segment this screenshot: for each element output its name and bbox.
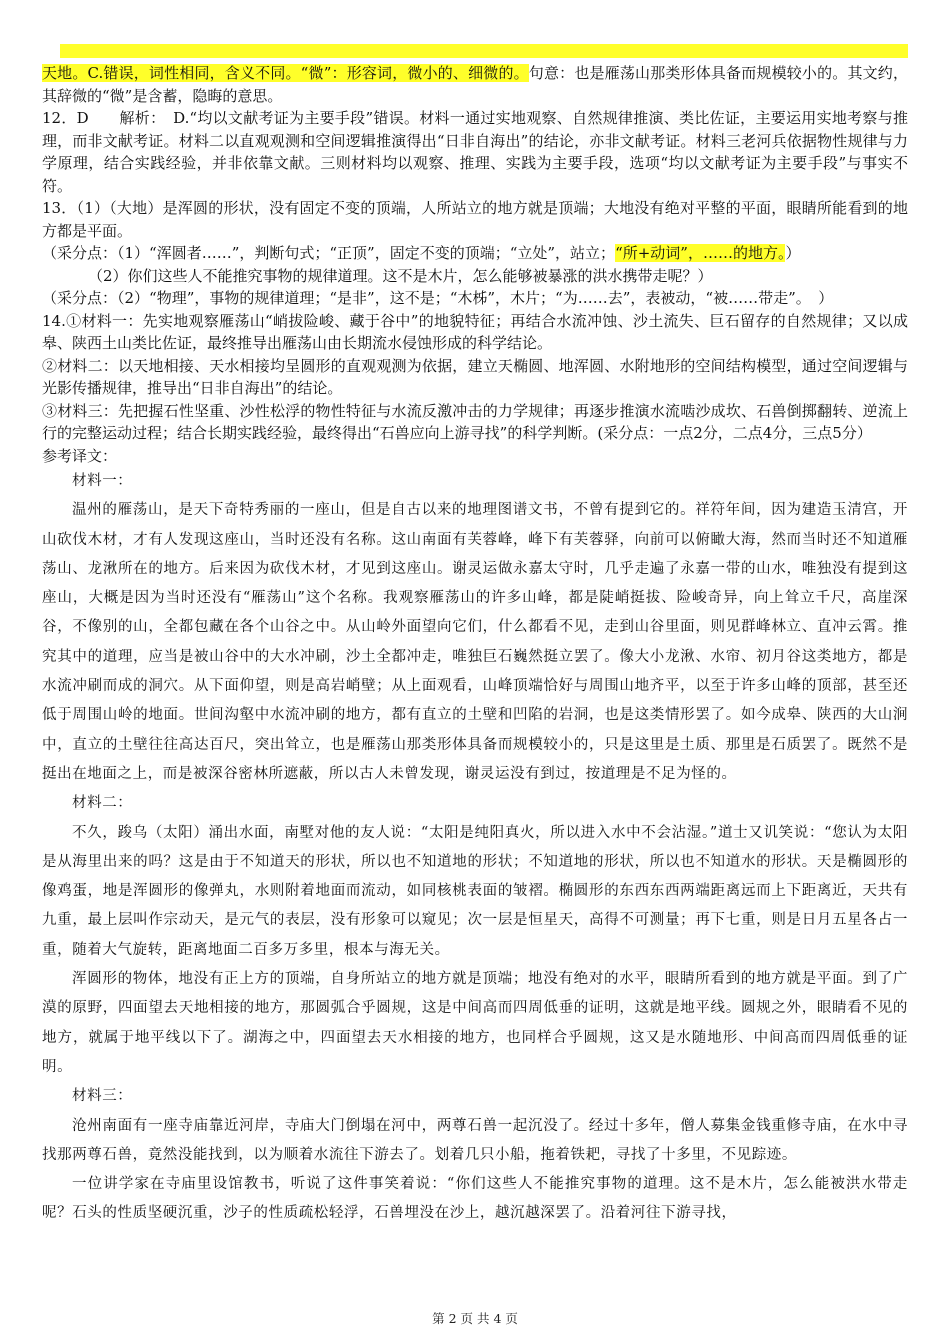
material-2-text-1: 不久，踆乌（太阳）涌出水面，南墅对他的友人说：“太阳是纯阳真火，所以进入水中不会沾湿。”道士又讥笑说：“您认为太阳是从海里出来的吗？这是由于不知道天的形状，所以也不知道地的形状；不知道地的形状，所以也不知道水的形状。天是椭圆形的像鸡蛋，地是浑圆形的像弹丸，水则附着地面而流动，如同核桃表面的皱褶。椭圆形的东西东西两端距离远而上下距离近，天共有九重，最上层叫作宗动天，是元气的表层，没有形象可以窥见；次一层是恒星天，高得不可测量；再下七重，则是日月五星各占一重，随着大气旋转，距离地面二百多万多里，根本与海无关。 [42,824,908,958]
material-2-title: 材料二： [72,795,133,812]
highlighted-text: “所+动词”，……的地方。 [615,244,786,262]
score-points-13-1: （采分点：（1）“浑圆者……”，判断句式；“正顶”，固定不变的顶端；“立处”，站立；“所+动词”，……的地方。） [42,244,801,262]
page-number: 第 2 页 共 4 页 [432,1311,518,1326]
answer-12: 12．D 解析： D.“均以文献考证为主要手段”错误。材料一通过实地观察、自然规律推演、类比佐证，主要运用实地考察与推理，而非文献考证。材料二以直观观测和空间逻辑推演得出“日非自海出”的结论，亦非文献考证。材料三老河兵依据物性规律与力学原理，结合实践经验，并非依靠文献。三则材料均以观察、推理、实践为主要手段，选项“均以文献考证为主要手段”与事实不符。 [42,109,908,195]
highlight-bar [60,44,908,58]
answer-14-point1: 14.①材料一：先实地观察雁荡山“峭拔险峻、藏于谷中”的地貌特征；再结合水流冲蚀、沙土流失、巨石留存的自然规律；又以成皋、陕西土山类比佐证，最终推导出雁荡山由长期流水侵蚀形成的科学结论。 [42,311,908,352]
material-1-text: 温州的雁荡山，是天下奇特秀丽的一座山，但是自古以来的地理图谱文书，不曾有提到它的。祥符年间，因为建造玉清宫，开山砍伐木材，才有人发现这座山，当时还没有名称。这山南面有芙蓉峰，峰下有芙蓉驿，向前可以俯瞰大海，然而当时还不知道雁荡山、龙湫所在的地方。后来因为砍伐木材，才见到这座山。谢灵运做永嘉太守时，几乎走遍了永嘉一带的山水，唯独没有提到这座山，大概是因为当时还没有“雁荡山”这个名称。我观察雁荡山的许多山峰，都是陡峭挺拔、险峻奇异，向上耸立千尺，高崖深谷，不像别的山，全都包藏在各个山谷之中。从山岭外面望向它们，什么都看不见，走到山谷里面，则见群峰林立、直冲云霄。推究其中的道理，应当是被山谷中的大水冲刷，沙土全都冲走，唯独巨石巍然挺立罢了。像大小龙湫、水帘、初月谷这类地方，都是水流冲刷而成的洞穴。从下面仰望，则是高岩峭壁；从上面观看，山峰顶端恰好与周围山地齐平，以至于许多山峰的顶部，甚至还低于周围山岭的地面。世间沟壑中水流冲刷的地方，都有直立的土壁和凹陷的岩洞，也是这类情形罢了。如今成皋、陕西的大山涧中，直立的土壁往往高达百尺，突出耸立，也是雁荡山那类形体具备而规模较小的，只是这里是土质、那里是石质罢了。既然不是挺出在地面之上，而是被深谷密林所遮蔽，所以古人未曾发现，谢灵运没有到过，按道理是不足为怪的。 [42,502,908,782]
highlighted-text: 天地。C.错误，词性相同，含义不同。“微”：形容词，微小的、细微的。 [42,64,529,82]
material-1-title: 材料一： [72,473,133,489]
material-3-text-2: 一位讲学家在寺庙里设馆教书，听说了这件事笑着说：“你们这些人不能推究事物的道理。这不是木片，怎么能被洪水带走呢？石头的性质坚硬沉重，沙子的性质疏松轻浮，石兽埋没在沙上，越沉越深罢了。沿着河往下游寻找， [42,1176,908,1222]
translation-body [42,467,908,1229]
option-c-explanation: 天地。C.错误，词性相同，含义不同。“微”：形容词，微小的、细微的。句意：也是雁荡山那类形体具备而规模较小的。其文约，其辞微的“微”是含蓄，隐晦的意思。 [42,64,908,105]
material-3-title: 材料三： [72,1088,133,1105]
reference-translation-title: 参考译文： [42,446,118,465]
material-2-text-2: 浑圆形的物体，地没有正上方的顶端，自身所站立的地方就是顶端；地没有绝对的水平，眼睛所看到的地方就是平面。到了广漠的原野，四面望去天地相接的地方，那圆弧合乎圆规，这是中间高而四周低垂的证明，这就是地平线。圆规之外，眼睛看不见的地方，就属于地平线以下了。湖海之中，四面望去天水相接的地方，也同样合乎圆规，这又是水随地形、中间高而四周低垂的证明。 [42,971,908,1075]
material-3-text-1: 沧州南面有一座寺庙靠近河岸，寺庙大门倒塌在河中，两尊石兽一起沉没了。经过十多年，僧人募集金钱重修寺庙，在水中寻找那两尊石兽，竟然没能找到，以为顺着水流往下游去了。划着几只小船，拖着铁耙，寻找了十多里，不见踪迹。 [42,1117,908,1163]
answer-14-point2: ②材料二：以天地相接、天水相接均呈圆形的直观观测为依据，建立天椭圆、地浑圆、水附地形的空间结构模型，通过空间逻辑与光影传播规律，推导出“日非自海出”的结论。 [42,356,908,397]
score-points-13-2: （采分点：（2）“物理”，事物的规律道理；“是非”，这不是；“木柹”，木片；“为……去”，表被动，“被……带走”。 ） [42,289,834,307]
answer-14-point3: ③材料三：先把握石性坚重、沙性松浮的物性特征与水流反激冲击的力学规律；再逐步推演水流啮沙成坎、石兽倒掷翻转、逆流上行的完整运动过程；结合长期实践经验，最终得出“石兽应向上游寻找”的科学判断。(采分点：一点2分，二点4分，三点5分） [42,401,908,442]
answer-13-part1: 13．（1）（大地）是浑圆的形状，没有固定不变的顶端，人所站立的地方就是顶端；大地没有绝对平整的平面，眼睛所能看到的地方都是平面。 [42,199,908,240]
answer-13-part2: （2）你们这些人不能推究事物的规律道理。这不是木片，怎么能够被暴涨的洪水携带走呢？） [88,266,713,285]
